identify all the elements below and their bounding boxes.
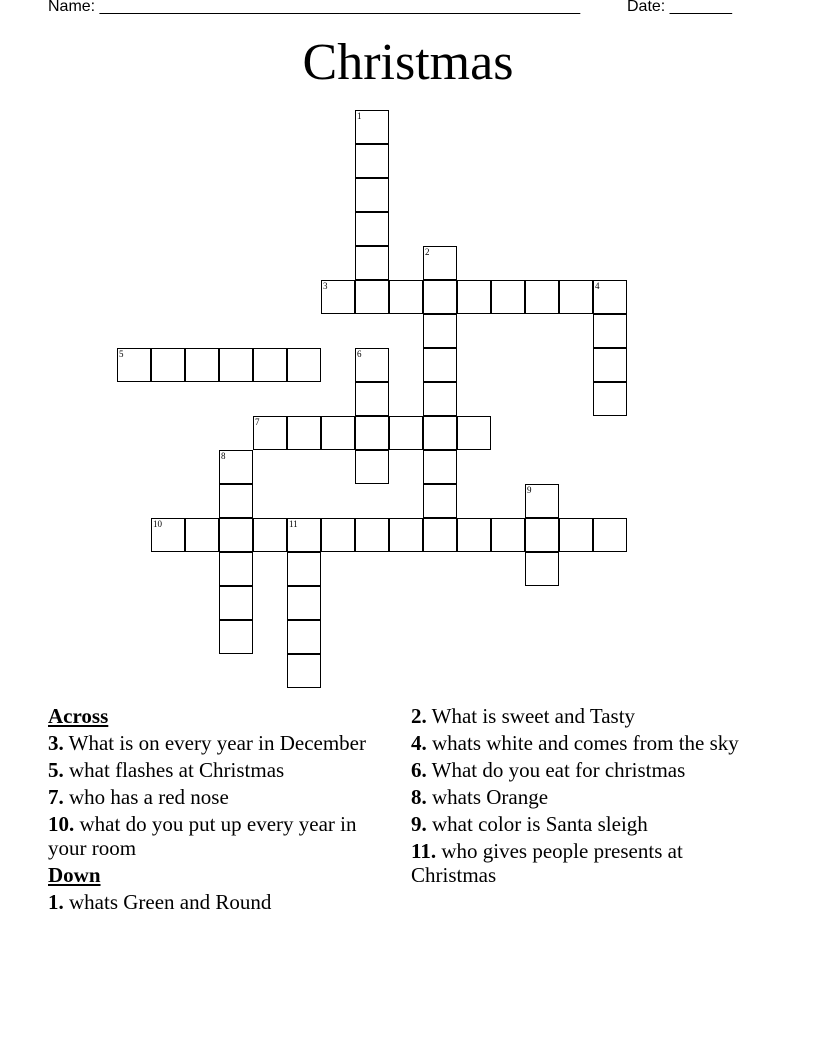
grid-cell[interactable] — [525, 518, 559, 552]
clue-number: 8. — [411, 785, 427, 809]
grid-cell[interactable] — [491, 518, 525, 552]
grid-cell[interactable] — [457, 518, 491, 552]
clue-down-11 — [411, 839, 756, 887]
across-heading: Across — [48, 704, 109, 728]
clue-number-label: 9 — [527, 485, 532, 495]
clue-text: whats Orange — [432, 785, 549, 809]
clue-text: What do you eat for christmas — [431, 758, 686, 782]
grid-cell[interactable] — [355, 450, 389, 484]
clue-text: what do you put up every year in your room — [48, 812, 357, 860]
grid-cell[interactable] — [219, 586, 253, 620]
clue-text: who has a red nose — [69, 785, 229, 809]
grid-cell[interactable] — [219, 348, 253, 382]
clue-down-8 — [411, 785, 756, 809]
clue-down-9 — [411, 812, 756, 836]
grid-cell[interactable] — [355, 518, 389, 552]
grid-cell[interactable] — [151, 518, 185, 552]
clue-number: 7. — [48, 785, 64, 809]
grid-cell[interactable] — [355, 246, 389, 280]
grid-cell[interactable] — [219, 450, 253, 484]
grid-cell[interactable] — [355, 144, 389, 178]
clue-number: 3. — [48, 731, 64, 755]
clue-number: 4. — [411, 731, 427, 755]
grid-cell[interactable] — [253, 416, 287, 450]
grid-cell[interactable] — [389, 280, 423, 314]
grid-cell[interactable] — [457, 280, 491, 314]
down-heading: Down — [48, 863, 101, 887]
date-field-line: Date: _______ — [627, 0, 732, 15]
grid-cell[interactable] — [389, 416, 423, 450]
grid-cell[interactable] — [287, 654, 321, 688]
clue-number-label: 2 — [425, 247, 430, 257]
clue-across-7 — [48, 785, 393, 809]
grid-cell[interactable] — [423, 246, 457, 280]
grid-cell[interactable] — [287, 416, 321, 450]
clue-text: who gives people presents at Christmas — [411, 839, 683, 887]
grid-cell[interactable] — [355, 280, 389, 314]
clue-number-label: 4 — [595, 281, 600, 291]
grid-cell[interactable] — [423, 382, 457, 416]
grid-cell[interactable] — [559, 280, 593, 314]
grid-cell[interactable] — [321, 280, 355, 314]
clue-text: whats Green and Round — [69, 890, 272, 914]
grid-cell[interactable] — [423, 518, 457, 552]
grid-cell[interactable] — [287, 348, 321, 382]
grid-cell[interactable] — [593, 518, 627, 552]
grid-cell[interactable] — [423, 280, 457, 314]
clue-down-2 — [411, 704, 756, 728]
clue-number: 6. — [411, 758, 427, 782]
grid-cell[interactable] — [219, 552, 253, 586]
grid-cell[interactable] — [593, 348, 627, 382]
grid-cell[interactable] — [355, 416, 389, 450]
clue-down-1 — [48, 890, 393, 914]
clue-number: 9. — [411, 812, 427, 836]
grid-cell[interactable] — [151, 348, 185, 382]
grid-cell[interactable] — [525, 484, 559, 518]
clue-number: 2. — [411, 704, 427, 728]
clue-number: 11. — [411, 839, 437, 863]
clue-across-5 — [48, 758, 393, 782]
clue-number-label: 6 — [357, 349, 362, 359]
grid-cell[interactable] — [253, 518, 287, 552]
grid-cell[interactable] — [185, 518, 219, 552]
clue-number-label: 3 — [323, 281, 328, 291]
grid-cell[interactable] — [355, 110, 389, 144]
grid-cell[interactable] — [287, 552, 321, 586]
grid-cell[interactable] — [525, 280, 559, 314]
clue-down-4 — [411, 731, 756, 755]
grid-cell[interactable] — [491, 280, 525, 314]
grid-cell[interactable] — [185, 348, 219, 382]
grid-cell[interactable] — [253, 348, 287, 382]
page-title: Christmas — [302, 34, 514, 91]
grid-cell[interactable] — [321, 518, 355, 552]
clue-number: 5. — [48, 758, 64, 782]
clue-down-6 — [411, 758, 756, 782]
clue-number-label: 11 — [289, 519, 298, 529]
grid-cell[interactable] — [355, 348, 389, 382]
clue-number: 1. — [48, 890, 64, 914]
grid-cell[interactable] — [287, 620, 321, 654]
grid-cell[interactable] — [355, 382, 389, 416]
grid-cell[interactable] — [423, 314, 457, 348]
clue-across-3 — [48, 731, 393, 755]
grid-cell[interactable] — [457, 416, 491, 450]
grid-cell[interactable] — [559, 518, 593, 552]
grid-cell[interactable] — [389, 518, 423, 552]
clue-column-right — [411, 704, 756, 890]
grid-cell[interactable] — [593, 314, 627, 348]
clue-text: What is on every year in December — [68, 731, 366, 755]
clue-across-10 — [48, 812, 393, 860]
clue-number-label: 10 — [153, 519, 162, 529]
grid-cell[interactable] — [593, 382, 627, 416]
grid-cell[interactable] — [219, 620, 253, 654]
clue-text: what color is Santa sleigh — [432, 812, 648, 836]
grid-cell[interactable] — [219, 484, 253, 518]
clue-column-left — [48, 704, 393, 917]
grid-cell[interactable] — [423, 416, 457, 450]
clue-text: what flashes at Christmas — [69, 758, 285, 782]
grid-cell[interactable] — [287, 586, 321, 620]
grid-cell[interactable] — [423, 484, 457, 518]
grid-cell[interactable] — [287, 518, 321, 552]
grid-cell[interactable] — [423, 450, 457, 484]
grid-cell[interactable] — [355, 212, 389, 246]
clue-number-label: 8 — [221, 451, 226, 461]
grid-cell[interactable] — [219, 518, 253, 552]
clue-number-label: 1 — [357, 111, 362, 121]
grid-cell[interactable] — [593, 280, 627, 314]
grid-cell[interactable] — [321, 416, 355, 450]
grid-cell[interactable] — [117, 348, 151, 382]
clue-number-label: 7 — [255, 417, 260, 427]
clue-number-label: 5 — [119, 349, 124, 359]
grid-cell[interactable] — [423, 348, 457, 382]
clue-number: 10. — [48, 812, 75, 836]
clue-text: What is sweet and Tasty — [431, 704, 636, 728]
grid-cell[interactable] — [355, 178, 389, 212]
name-field-line: Name: ______________________________________________________ — [48, 0, 581, 15]
clue-text: whats white and comes from the sky — [432, 731, 739, 755]
grid-cell[interactable] — [525, 552, 559, 586]
